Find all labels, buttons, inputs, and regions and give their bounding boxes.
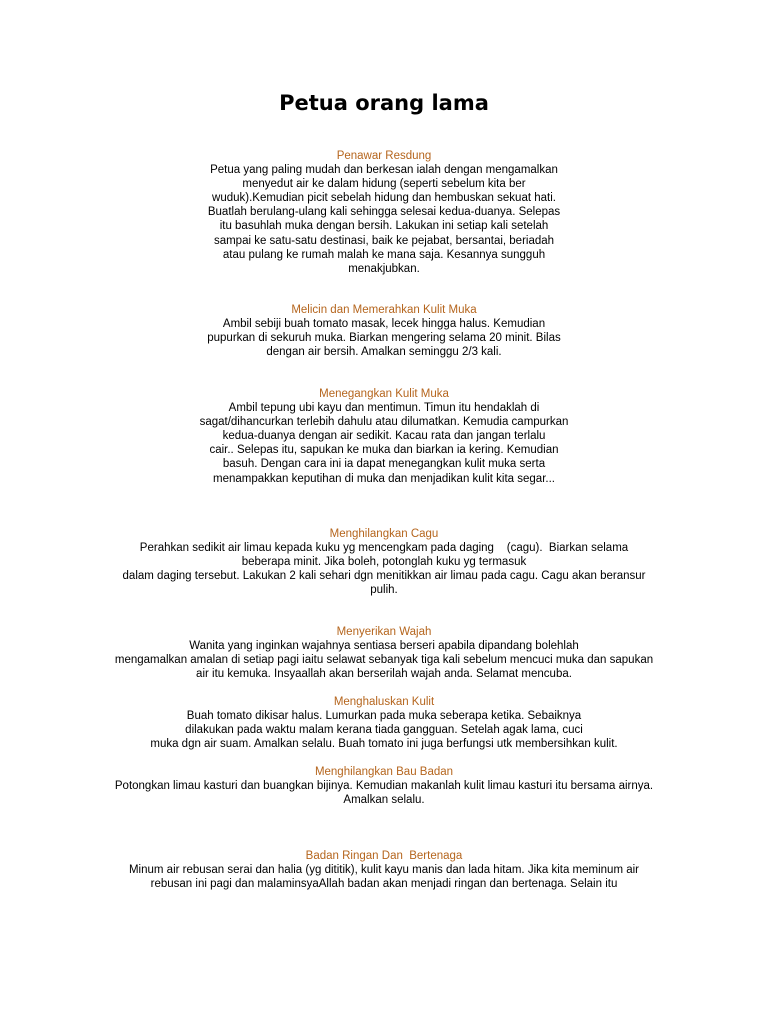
section-menegangkan-kulit-muka (0, 387, 768, 486)
section-heading: Melicin dan Memerahkan Kulit Muka (291, 304, 477, 316)
body-line: beberapa minit. Jika boleh, potonglah kuku yg termasuk (241, 556, 527, 569)
body-line: kedua-duanya dengan air sedikit. Kacau rata dan jangan terlalu (222, 430, 546, 443)
section-heading: Menghilangkan Bau Badan (314, 766, 454, 778)
section-heading: Menegangkan Kulit Muka (319, 388, 449, 400)
body-line: cair.. Selepas itu, sapukan ke muka dan biarkan ia kering. Kemudian (209, 444, 559, 457)
body-line: Ambil sebiji buah tomato masak, lecek hingga halus. Kemudian (222, 318, 546, 331)
section-menyerikan-wajah (0, 625, 768, 681)
body-line: dilakukan pada waktu malam kerana tiada gangguan. Setelah agak lama, cuci (185, 724, 583, 737)
body-line: rebusan ini pagi dan malaminsyaAllah badan akan menjadi ringan dan bertenaga. Selain itu (150, 878, 618, 891)
body-line: air itu kemuka. Insyaallah akan berserilah wajah anda. Selamat mencuba. (196, 668, 572, 681)
body-line: Amalkan selalu. (343, 794, 425, 807)
section-heading: Badan Ringan Dan Bertenaga (305, 850, 463, 862)
body-line: atau pulang ke rumah malah ke mana saja. Kesannya sungguh (222, 248, 546, 261)
body-line: dengan air bersih. Amalkan seminggu 2/3 kali. (266, 346, 502, 359)
section-penawar-resdung (0, 149, 768, 276)
body-line: Perahkan sedikit air limau kepada kuku yg mencengkam pada daging (cagu). Biarkan selama (139, 542, 629, 555)
section-heading: Menghilangkan Cagu (329, 528, 439, 540)
section-heading: Menghaluskan Kulit (333, 696, 435, 708)
body-line: sampai ke satu-satu destinasi, baik ke pejabat, bersantai, beriadah (213, 234, 555, 247)
body-line: muka dgn air suam. Amalkan selalu. Buah tomato ini juga berfungsi utk membersihkan kulit. (150, 738, 618, 751)
body-line: menyedut air ke dalam hidung (seperti sebelum kita ber (242, 178, 526, 191)
section-bau-badan (0, 765, 768, 807)
section-menghilangkan-cagu (0, 527, 768, 597)
body-line: itu basuhlah muka dengan bersih. Lakukan ini setiap kali setelah (219, 220, 549, 233)
body-line: sagat/dihancurkan terlebih dahulu atau dilumatkan. Kemudia campurkan (199, 416, 569, 429)
body-line: Petua yang paling mudah dan berkesan ialah dengan mengamalkan (210, 164, 558, 177)
section-heading: Menyerikan Wajah (336, 626, 432, 638)
body-line: mengamalkan amalan di setiap pagi iaitu selawat sebanyak tiga kali sebelum mencuci muka dan sapukan (114, 654, 654, 667)
body-line: pulih. (370, 584, 398, 597)
section-menghaluskan-kulit (0, 695, 768, 751)
section-badan-ringan (0, 849, 768, 891)
body-line: Minum air rebusan serai dan halia (yg dititik), kulit kayu manis dan lada hitam. Jika kita meminum air (128, 864, 640, 877)
page-title: Petua orang lama (279, 91, 489, 115)
body-line: Potongkan limau kasturi dan buangkan bijinya. Kemudian makanlah kulit limau kasturi itu bersama airnya. (114, 780, 654, 793)
section-melicin-kulit-muka (0, 303, 768, 359)
body-line: menakjubkan. (348, 262, 420, 275)
body-line: Buah tomato dikisar halus. Lumurkan pada muka seberapa ketika. Sebaiknya (186, 710, 582, 723)
section-heading: Penawar Resdung (336, 150, 432, 162)
body-line: menampakkan keputihan di muka dan menjadikan kulit kita segar... (212, 472, 555, 485)
body-line: wuduk).Kemudian picit sebelah hidung dan hembuskan sekuat hati. (212, 192, 556, 205)
body-line: dalam daging tersebut. Lakukan 2 kali sehari dgn menitikkan air limau pada cagu. Cagu akan beransur (122, 570, 646, 583)
body-line: pupurkan di sekuruh muka. Biarkan mengering selama 20 minit. Bilas (207, 332, 561, 345)
body-line: Wanita yang inginkan wajahnya sentiasa berseri apabila dipandang bolehlah (189, 640, 579, 653)
body-line: basuh. Dengan cara ini ia dapat menegangkan kulit muka serta (222, 458, 546, 471)
body-line: Buatlah berulang-ulang kali sehingga selesai kedua-duanya. Selepas (207, 206, 561, 219)
body-line: Ambil tepung ubi kayu dan mentimun. Timun itu hendaklah di (228, 402, 540, 415)
